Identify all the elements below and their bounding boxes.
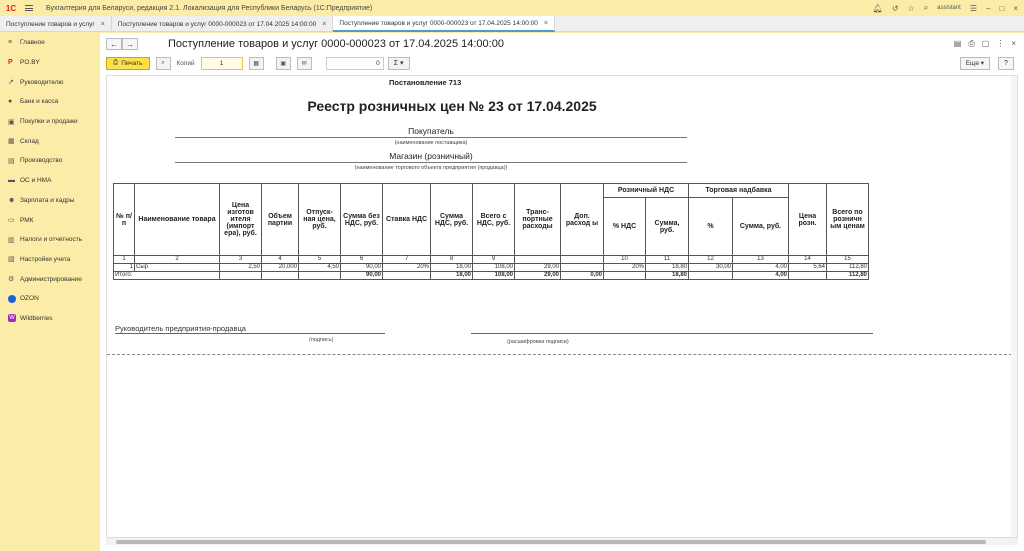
col-number: 14 [789,256,827,264]
col-header-price-maker: Цена изготов ителя (импорт ера), руб. [220,184,262,256]
sum-mode-button[interactable]: Σ ▾ [388,57,410,70]
col-header-release-price: Отпуск- ная цена, руб. [299,184,341,256]
menu-icon[interactable] [22,0,36,16]
preview-button[interactable] [156,57,171,70]
total-cell [262,272,299,280]
title-bar [0,0,1024,16]
cell-total-with-vat: 108,00 [473,264,515,272]
ozon-icon [8,295,16,303]
vertical-scrollbar[interactable] [1011,76,1017,539]
tab-receipt-doc-print[interactable] [333,16,555,32]
sidebar-item-label: OZON [20,295,39,303]
search-icon[interactable]: ⌕ [923,3,929,12]
magnifier-icon: ⌕ [161,59,165,66]
sidebar-item-label: Покупки и продажи [20,118,78,126]
sum-field[interactable]: 0 [326,57,384,70]
sidebar-item-salary[interactable] [0,191,100,211]
cell-name: Сыр [135,264,220,272]
sidebar-item-label: Wildberries [20,314,53,322]
col-number: 12 [689,256,733,264]
col-number: 13 [733,256,789,264]
col-number [561,256,604,264]
report-sheet[interactable] [106,75,1018,539]
col-header-volume: Объем партии [262,184,299,256]
sidebar-item-label: Производство [20,157,63,165]
tab-receipts-list[interactable] [0,16,112,32]
cell-release-price: 4,50 [299,264,341,272]
total-cell [299,272,341,280]
disk-icon: ▣ [280,60,287,67]
col-number: 2 [135,256,220,264]
total-markup-sum: 4,00 [733,272,789,280]
col-number [515,256,561,264]
total-vat-sum: 18,00 [431,272,473,280]
cell-num: 1 [114,264,135,272]
sidebar-item-label: Зарплата и кадры [20,196,75,204]
sidebar-item-label: Руководителю [20,78,64,86]
col-number: 8 [431,256,473,264]
col-number: 3 [220,256,262,264]
col-header-markup-pct: % [689,198,733,256]
settings-icon[interactable]: ☰ [969,3,978,13]
cell-retail-price: 5,64 [789,264,827,272]
shop-name: Магазин (розничный) [175,151,687,163]
cell-markup-pct: 30,00 [689,264,733,272]
tab-label: Поступление товаров и услуг 0000-000023 от 17.04.2025 14:00:00 [117,20,317,28]
sidebar-item-production[interactable] [0,151,100,171]
total-retail: 112,80 [827,272,869,280]
price-register-table [113,183,869,280]
col-header-total-retail: Всего по розничн ым ценам [827,184,869,256]
factory-icon: ▤ [8,157,15,165]
coin-icon: ● [8,98,13,106]
toolbar [106,56,1018,70]
sidebar-item-bank[interactable] [0,92,100,112]
sidebar-item-label: ОС и НМА [20,177,52,185]
printer-icon: ⎙ [113,59,119,66]
tab-bar [0,16,1024,32]
col-number: 4 [262,256,299,264]
col-number: 9 [473,256,515,264]
copies-input[interactable]: 1 [201,57,243,70]
col-header-sum-no-vat: Сумма без НДС, руб. [341,184,383,256]
print-label: Печать [121,59,143,67]
user-name[interactable]: assistant [937,5,961,11]
app-title: Бухгалтерия для Беларуси, редакция 2.1. Локализация для Республики Беларусь (1С:Предприятие) [46,4,373,12]
col-header-vat-rate: Ставка НДС [383,184,431,256]
horizontal-scrollbar[interactable] [106,537,1018,545]
col-header-retail-price: Цена розн. [789,184,827,256]
report-title: Реестр розничных цен № 23 от 17.04.2025 [307,98,597,114]
close-icon[interactable]: × [543,19,548,27]
decode-underline [471,333,873,334]
total-extra: 0,00 [561,272,604,280]
warehouse-icon: ▦ [8,138,15,146]
cell-retail-vat-sum: 18,80 [646,264,689,272]
scrollbar-thumb[interactable] [116,540,986,544]
sidebar-item-label: Налоги и отчетность [20,236,83,244]
bell-icon[interactable]: 🔔︎ [872,3,883,13]
help-button[interactable]: ? [998,57,1014,70]
col-number: 7 [383,256,431,264]
total-cell [383,272,431,280]
col-header-markup-sum: Сумма, руб. [733,198,789,256]
supplier-name: Покупатель [175,126,687,138]
cell-total-retail: 112,80 [827,264,869,272]
total-row [114,272,869,280]
people-icon: ☻ [8,196,16,204]
table-row[interactable] [114,264,869,272]
col-number: 6 [341,256,383,264]
col-header-num: № п/п [114,184,135,256]
history-icon[interactable]: ↺ [891,3,899,13]
decode-hint: (расшифровка подписи) [507,339,569,345]
sidebar-item-label: Главное [20,39,45,47]
printer-icon[interactable]: ⎙ [968,39,975,48]
sidebar-item-taxes[interactable] [0,230,100,250]
cart-icon: ▣ [8,118,15,126]
shop-block [175,151,687,171]
sidebar-item-warehouse[interactable] [0,131,100,151]
header-tools [954,39,1016,49]
app-logo: 1С [5,3,17,13]
col-header-vat-sum: Сумма НДС, руб. [431,184,473,256]
save-button[interactable] [276,57,291,70]
main-panel [100,33,1024,551]
col-header-retail-vat-pct: % НДС [604,198,646,256]
expand-icon[interactable]: ▢ [981,39,990,48]
total-cell [689,272,733,280]
tab-label: Поступление товаров и услуг [6,20,95,28]
report-icon: ▥ [8,236,15,244]
forward-button[interactable]: → [122,38,138,50]
sidebar-item-assets[interactable] [0,171,100,191]
col-number: 5 [299,256,341,264]
sidebar-item-main[interactable] [0,33,100,53]
cell-volume: 20,000 [262,264,299,272]
total-cell [789,272,827,280]
col-number: 11 [646,256,689,264]
sidebar-item-admin[interactable] [0,269,100,289]
close-icon[interactable]: × [322,20,327,28]
col-number: 1 [114,256,135,264]
total-cell [220,272,262,280]
total-transport: 29,00 [515,272,561,280]
back-button[interactable]: ← [106,38,122,50]
email-button[interactable] [297,57,312,70]
export-button[interactable] [249,57,264,70]
cell-vat-sum: 18,00 [431,264,473,272]
sidebar-item-label: РМК [20,216,34,224]
cell-price-maker: 2,50 [220,264,262,272]
more-icon[interactable]: ⋮ [996,39,1005,48]
col-header-transport: Транс- портные расходы [515,184,561,256]
print-button[interactable] [106,57,150,70]
save-file-icon[interactable]: ▤ [953,39,962,48]
cell-sum-no-vat: 90,00 [341,264,383,272]
col-header-retail-vat-sum: Сумма, руб. [646,198,689,256]
gear-icon: ⚙ [8,276,15,284]
signature-hint: (подпись) [309,337,334,343]
close-icon[interactable]: × [1011,39,1016,48]
sidebar-item-wildberries[interactable] [0,309,100,329]
copies-label: Копий [176,59,195,67]
cell-vat-rate: 20% [383,264,431,272]
sidebar-item-manager[interactable] [0,72,100,92]
signature-title: Руководитель предприятия-продавца [115,324,246,333]
wildberries-icon: W [9,315,15,322]
total-sum-no-vat: 90,00 [341,272,383,280]
col-header-retail-vat: Розничный НДС [604,184,689,198]
total-retail-vat-sum: 18,80 [646,272,689,280]
col-number: 15 [827,256,869,264]
truck-icon: ▬ [8,177,15,185]
tab-label: Поступление товаров и услуг 0000-000023 от 17.04.2025 14:00:00 [339,19,538,27]
total-cell [604,272,646,280]
col-header-name: Наименование товара [135,184,220,256]
settings-doc-icon: ▧ [8,256,15,264]
page-title: Поступление товаров и услуг 0000-000023 от 17.04.2025 14:00:00 [168,38,504,50]
register-icon: ▭ [8,217,15,225]
sidebar-item-label: Администрирование [20,275,82,283]
more-button[interactable]: Еще ▾ [960,57,990,70]
total-label: Итого: [114,272,220,280]
column-numbers-row [114,256,869,264]
sidebar [0,33,100,551]
sidebar-item-label: PO.BY [20,59,40,67]
cell-markup-sum: 4,00 [733,264,789,272]
shop-hint: (наименование торгового объекта предприятия (продавца)) [354,165,508,171]
envelope-icon: ✉ [301,60,307,67]
minimize-icon[interactable]: – [986,3,991,13]
star-icon[interactable]: ☆ [907,3,915,13]
top-right-tools [873,0,1018,16]
col-header-extra: Доп. расход ы [561,184,604,256]
sidebar-item-label: Настройки учета [20,255,71,263]
sidebar-item-label: Склад [20,137,39,145]
sidebar-item-pos[interactable] [0,210,100,230]
total-with-vat: 108,00 [473,272,515,280]
cell-retail-vat-pct: 20% [604,264,646,272]
page-break-line [107,354,1017,355]
col-header-total-with-vat: Всего с НДС, руб. [473,184,515,256]
tab-receipt-doc[interactable] [112,16,334,32]
signature-underline [115,333,385,334]
close-icon[interactable]: × [100,20,105,28]
sidebar-item-ozon[interactable] [0,289,100,309]
col-header-markup: Торговая надбавка [689,184,789,198]
sidebar-item-label: Банк и касса [20,98,59,106]
sheet-icon: ▦ [253,60,260,67]
maximize-icon[interactable]: □ [999,3,1005,13]
cell-transport: 29,00 [515,264,561,272]
report-resolution: Постановление 713 [389,78,462,87]
supplier-block [175,126,687,146]
sidebar-item-sales[interactable] [0,112,100,132]
doc-header [106,37,504,51]
poby-icon: Р [8,59,13,67]
col-number: 10 [604,256,646,264]
menu-icon: ≡ [8,39,13,47]
sidebar-item-accounting-settings[interactable] [0,250,100,270]
trend-icon: ↗ [8,79,14,87]
sidebar-item-poby[interactable] [0,53,100,73]
cell-extra [561,264,604,272]
supplier-hint: (наименование поставщика) [394,140,468,146]
close-icon[interactable]: × [1013,3,1018,13]
